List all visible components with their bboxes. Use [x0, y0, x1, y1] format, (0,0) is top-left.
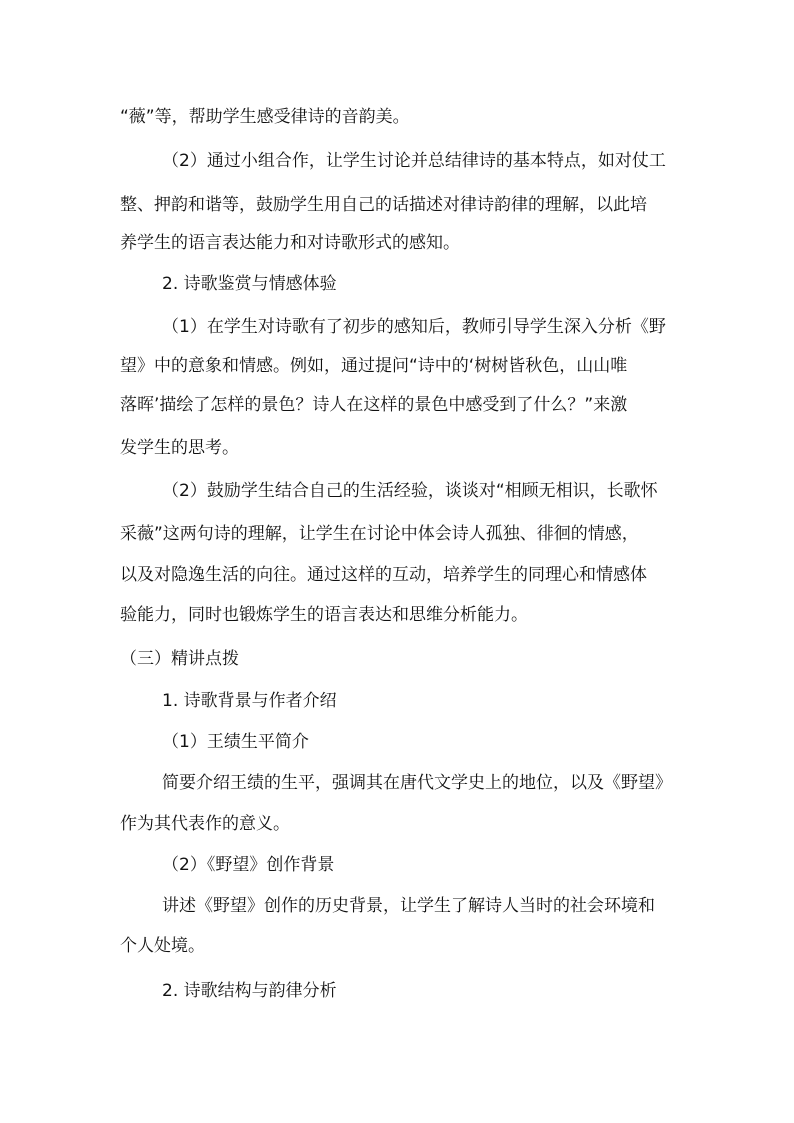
text-line-10: （2）鼓励学生结合自己的生活经验，谈谈对“相顾无相识，长歌怀: [162, 481, 658, 501]
text-line-18: 作为其代表作的意义。: [120, 814, 290, 834]
text-line-17: 简要介绍王绩的生平，强调其在唐代文学史上的地位，以及《野望》: [162, 773, 672, 793]
text-line-8: 落晖’描绘了怎样的景色？诗人在这样的景色中感受到了什么？”来激: [120, 395, 628, 415]
section-heading-2: 2. 诗歌鉴赏与情感体验: [162, 274, 337, 294]
text-line-12: 以及对隐逸生活的向往。通过这样的互动，培养学生的同理心和情感体: [120, 565, 647, 585]
text-line-9: 发学生的思考。: [120, 438, 239, 458]
subsection-heading-2: 2. 诗歌结构与韵律分析: [162, 981, 337, 1001]
text-line-1: “薇”等，帮助学生感受律诗的音韵美。: [120, 107, 410, 127]
text-line-6: （1）在学生对诗歌有了初步的感知后，教师引导学生深入分析《野: [162, 317, 666, 337]
section-heading-3: （三）精讲点拨: [120, 649, 239, 669]
text-line-13: 验能力，同时也锻炼学生的语言表达和思维分析能力。: [120, 605, 528, 625]
subsection-heading-1-1: （1）王绩生平简介: [162, 732, 309, 752]
text-line-3: 整、押韵和谐等，鼓励学生用自己的话描述对律诗韵律的理解，以此培: [120, 195, 647, 215]
subsection-heading-1-2: （2）《野望》创作背景: [162, 855, 335, 875]
text-line-7: 望》中的意象和情感。例如，通过提问“诗中的‘树树皆秋色，山山唯: [120, 356, 628, 376]
subsection-heading-1: 1. 诗歌背景与作者介绍: [162, 691, 337, 711]
text-line-21: 个人处境。: [120, 936, 205, 956]
text-line-20: 讲述《野望》创作的历史背景，让学生了解诗人当时的社会环境和: [162, 896, 655, 916]
text-line-2: （2）通过小组合作，让学生讨论并总结律诗的基本特点，如对仗工: [162, 151, 666, 171]
text-line-4: 养学生的语言表达能力和对诗歌形式的感知。: [120, 233, 460, 253]
text-line-11: 采薇”这两句诗的理解，让学生在讨论中体会诗人孤独、徘徊的情感，: [120, 524, 639, 544]
